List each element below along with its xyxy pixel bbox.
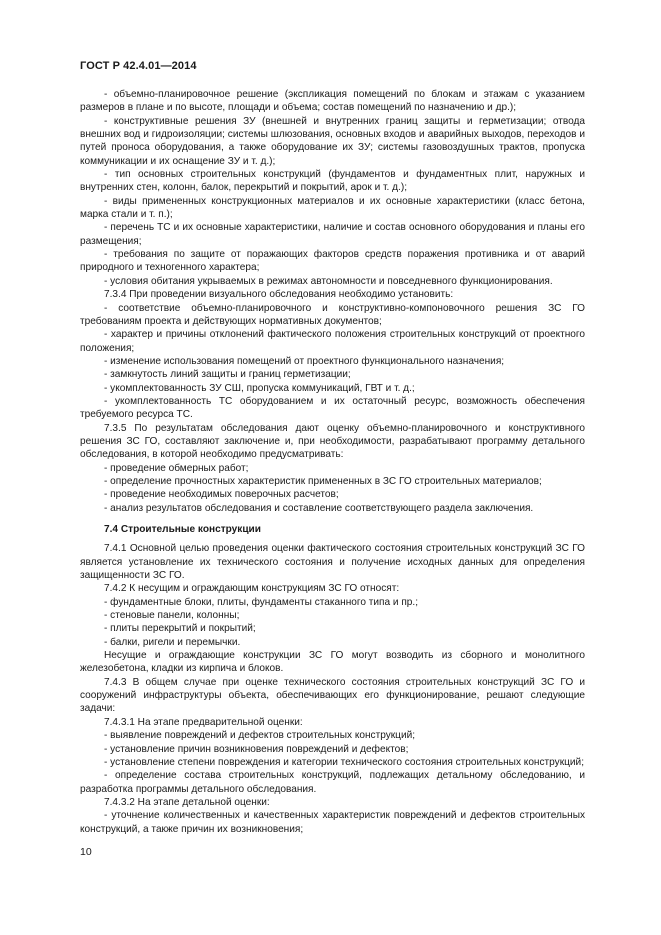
paragraph: - соответствие объемно-планировочного и конструктивно-компоновочного решения ЗС ГО требованиям проекта и действующих нормативных документов;	[80, 302, 585, 327]
paragraph: - объемно-планировочное решение (экспликация помещений по блокам и этажам с указанием размеров в плане и по высоте, площади и объема; состав помещений по назначению и др.);	[80, 89, 585, 114]
paragraph: - уточнение количественных и качественных характеристик повреждений и дефектов строительных конструкций, а также причин их возникновения;	[80, 810, 585, 835]
paragraph: - стеновые панели, колонны;	[104, 610, 240, 622]
paragraph: - проведение необходимых поверочных расчетов;	[104, 489, 339, 501]
paragraph: - укомплектованность ЗУ СШ, пропуска коммуникаций, ГВТ и т. д.;	[104, 382, 415, 394]
document-body	[80, 88, 585, 836]
clause-7-4-3-2: 7.4.3.2 На этапе детальной оценки:	[104, 796, 270, 808]
paragraph: - установление причин возникновения повреждений и дефектов;	[104, 743, 409, 755]
paragraph: - определение прочностных характеристик примененных в ЗС ГО строительных материалов;	[104, 475, 542, 487]
paragraph: - виды примененных конструкционных материалов и их основные характеристики (класс бетона, марка стали и т. п.);	[80, 195, 585, 221]
paragraph: - фундаментные блоки, плиты, фундаменты стаканного типа и пр.;	[104, 596, 419, 608]
paragraph: - балки, ригели и перемычки.	[104, 636, 241, 648]
paragraph: - укомплектованность ТС оборудованием и их остаточный ресурс, возможность обеспечения требуемого ресурса ТС.	[80, 395, 585, 421]
paragraph: - выявление повреждений и дефектов строительных конструкций;	[104, 730, 416, 742]
paragraph: - конструктивные решения ЗУ (внешней и внутренних границ защиты и герметизации; отвода внешних вод и гидроизоляции; системы шлюзования, основных входов и аварийных выходов, переходов и путей проноса оборудования, а также оборудование их ЗУ; системы газовоздушных трактов, пропуска коммуникации и их оснащение ЗУ и т. д.);	[80, 115, 585, 167]
clause-7-4-3-1: 7.4.3.1 На этапе предварительной оценки:	[104, 716, 303, 728]
paragraph: - характер и причины отклонений фактического положения строительных конструкций от проектного положения;	[80, 329, 585, 354]
paragraph: - анализ результатов обследования и составление соответствующего раздела заключения.	[104, 502, 534, 514]
paragraph: - замкнутость линий защиты и границ герметизации;	[104, 369, 351, 381]
clause-7-4-3: 7.4.3 В общем случае при оценке технического состояния строительных конструкций ЗС ГО и сооружений инфраструктуры объекта, обеспечивающих его функционирование, решают следующие задачи:	[80, 676, 585, 715]
document-header: ГОСТ Р 42.4.01—2014	[80, 60, 197, 72]
paragraph: - перечень ТС и их основные характеристики, наличие и состав основного оборудования и планы его размещения;	[80, 222, 585, 247]
paragraph: - плиты перекрытий и покрытий;	[104, 623, 256, 635]
paragraph: - проведение обмерных работ;	[104, 462, 249, 474]
clause-7-4-2: 7.4.2 К несущим и ограждающим конструкциям ЗС ГО относят:	[104, 583, 400, 595]
page-number: 10	[80, 846, 92, 858]
paragraph: - определение состава строительных конструкций, подлежащих детальному обследованию, и разработка программы детального обследования.	[80, 770, 585, 795]
paragraph: - тип основных строительных конструкций (фундаментов и фундаментных плит, наружных и внутренних стен, колонн, балок, перекрытий и покрытий, арок и т. д.);	[80, 169, 585, 194]
section-heading: 7.4 Строительные конструкции	[104, 524, 261, 535]
paragraph: - установление степени повреждения и категории технического состояния строительных конструкций;	[104, 756, 585, 768]
paragraph: Несущие и ограждающие конструкции ЗС ГО могут возводить из сборного и монолитного железобетона, кладки из кирпича и блоков.	[80, 650, 585, 675]
paragraph: - изменение использования помещений от проектного функционального назначения;	[104, 355, 505, 367]
clause-7-3-4: 7.3.4 При проведении визуального обследования необходимо установить:	[104, 289, 454, 301]
clause-7-4-1: 7.4.1 Основной целью проведения оценки фактического состояния строительных конструкций ЗС ГО является установление их технического состояния и получение исходных данных для определения защищенности ЗС ГО.	[80, 543, 585, 582]
clause-7-3-5: 7.3.5 По результатам обследования дают оценку объемно-планировочного и конструктивного решения ЗС ГО, составляют заключение и, при необходимости, разрабатывают программу детального обследования, в которой необходимо предусматривать:	[80, 422, 585, 461]
paragraph: - условия обитания укрываемых в режимах автономности и повседневного функционирования.	[104, 275, 553, 287]
paragraph: - требования по защите от поражающих факторов средств поражения противника и от аварий природного и техногенного характера;	[80, 249, 585, 274]
